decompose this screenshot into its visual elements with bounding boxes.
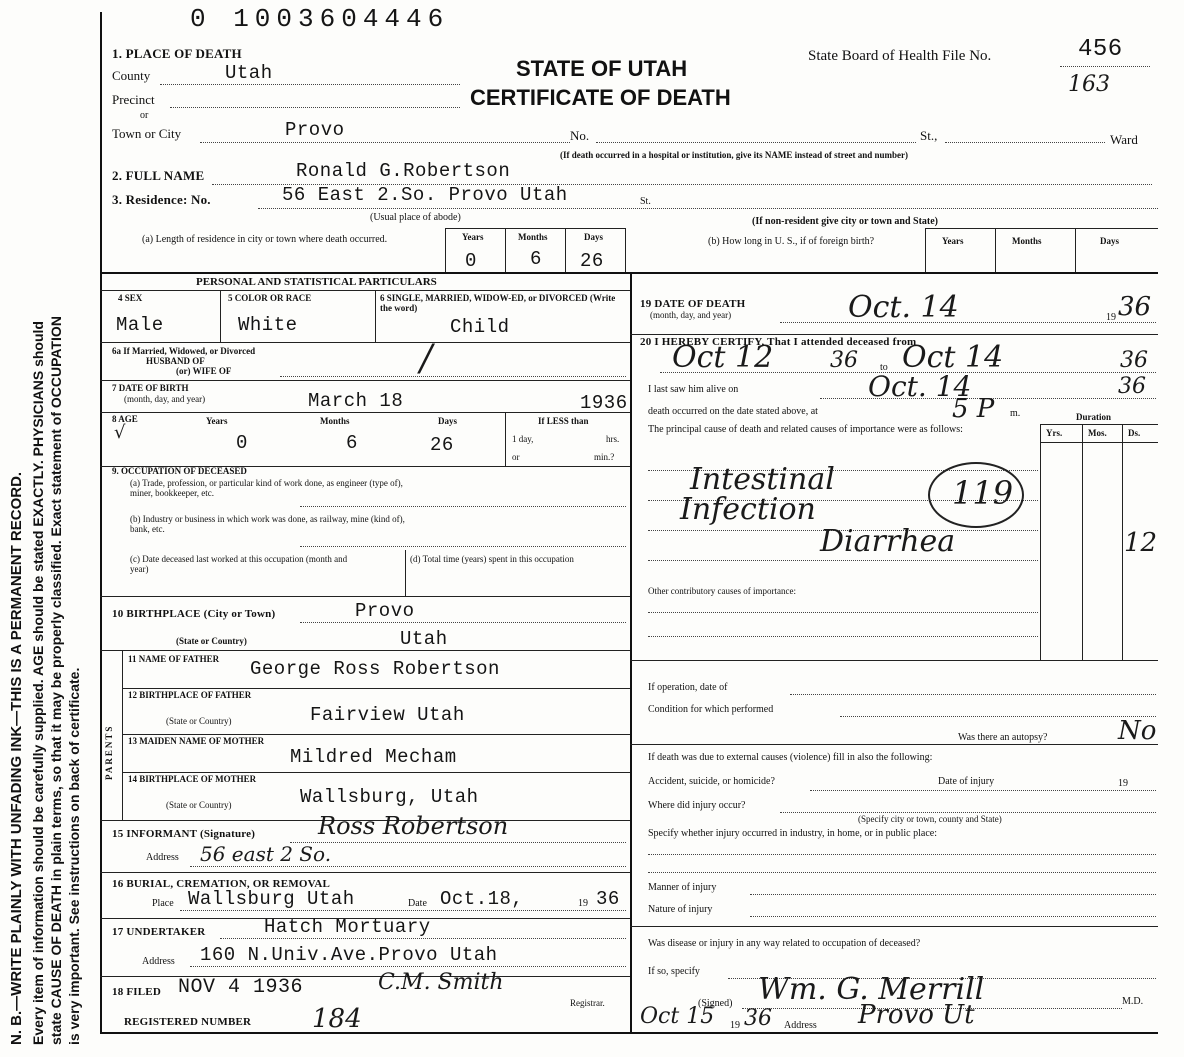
informant-signature: Ross Robertson [318,812,509,840]
external-label: If death was due to external causes (violence) fill in also the following: [648,752,933,763]
cause-2: Infection [680,492,816,527]
certify-from: Oct 12 [672,340,774,375]
sex-value: Male [116,314,164,336]
signed-address-label: Address [784,1020,817,1031]
informant-address: 56 east 2 So. [200,842,332,866]
age-check: √ [114,422,126,443]
or-label: or [140,110,149,121]
age-days-header: Days [438,416,458,426]
full-name-label: 2. FULL NAME [112,168,205,183]
nature-label: Nature of injury [648,904,713,915]
file-no-secondary: 163 [1068,72,1110,97]
spouse-value: / [420,338,433,379]
length-residence-label: (a) Length of residence in city or town where death occurred. [142,234,388,245]
margin-instruction-2: Every item of information should be carefully supplied. AGE should be stated EXACTLY. PHYSICIANS should [30,321,46,1045]
cause-1: Intestinal [690,462,835,497]
residence-st: St. [640,196,651,207]
county-label: County [112,68,151,83]
injury-where-note: (Specify city or town, county and State) [858,814,1002,824]
occupation-c: (c) Date deceased last worked at this occupation (month and year) [130,554,348,574]
res-days: 26 [580,250,604,272]
st-label: St., [920,128,938,143]
father-birthplace-sub: (State or Country) [166,716,232,726]
town-value: Provo [285,119,345,141]
father-birthplace-label: 12 BIRTHPLACE OF FATHER [128,690,252,700]
certify-to-year: 36 [1120,348,1148,373]
age-months-header: Months [320,416,350,426]
certify-to-label: to [880,362,888,373]
spouse-label-3: (or) WIFE OF [176,366,232,376]
res-days-header: Days [584,232,604,242]
res-years-header: Years [462,232,484,242]
bottom-border [100,1032,1158,1034]
ward-label: Ward [1110,132,1138,147]
signed-label: (Signed) [698,998,733,1009]
if-so-label: If so, specify [648,966,700,977]
filed-label: 18 FILED [112,986,161,998]
birth-label: 7 DATE OF BIRTH [112,383,189,393]
mother-value: Mildred Mecham [290,746,457,768]
us-months-header: Months [1012,236,1042,246]
undertaker-address-label: Address [142,956,175,967]
last-saw-year: 36 [1118,374,1146,399]
occupation-d: (d) Total time (years) spent in this occupation [410,554,574,564]
nonresident-note: (If non-resident give city or town and State) [752,216,939,227]
burial-year: 36 [596,888,620,910]
death-date-year: 36 [1118,292,1152,322]
age-hrs-label: hrs. [606,434,620,444]
injury-year-prefix: 19 [1118,778,1128,789]
injury-where-label: Where did injury occur? [648,800,746,811]
operation-label: If operation, date of [648,682,728,693]
occupation-a: (a) Trade, profession, or particular kind of work done, as engineer (type of), miner, bookkeeper, etc. [130,478,403,498]
duration-label: Duration [1076,412,1112,422]
birth-value: March 18 [308,390,404,412]
age-min-label: min.? [594,452,615,462]
registrar-signature: C.M. Smith [378,970,504,995]
us-days-header: Days [1100,236,1120,246]
duration-ds: Ds. [1128,428,1141,438]
informant-address-label: Address [146,852,179,863]
duration-mos: Mos. [1088,428,1107,438]
county-value: Utah [225,62,273,84]
manner-label: Manner of injury [648,882,717,893]
color-value: White [238,314,298,336]
other-causes-label: Other contributory causes of importance: [648,586,796,596]
md-label: M.D. [1122,996,1144,1007]
certify-from-year: 36 [830,348,858,373]
age-days: 26 [430,434,454,456]
birth-sub: (month, day, and year) [124,394,206,404]
cause-code: 119 [952,474,1014,512]
parents-label: PARENTS [104,724,114,780]
precinct-label: Precinct [112,92,155,107]
cause-3: Diarrhea [820,524,956,559]
registered-label: REGISTERED NUMBER [124,1016,252,1028]
last-saw-value: Oct. 14 [868,370,972,403]
file-no-label: State Board of Health File No. [808,48,992,64]
physician-signature: Wm. G. Merrill [758,972,985,1007]
hospital-note: (If death occurred in a hospital or institution, give its NAME instead of street and number) [560,150,909,160]
duration-days-value: 12 [1124,528,1158,558]
serial-number: 0 1003604446 [190,4,450,34]
accident-label: Accident, suicide, or homicide? [648,776,775,787]
occupation-b: (b) Industry or business in which work was done, as railway, mine (kind of), bank, etc. [130,514,405,534]
left-border [100,12,102,1032]
death-time: 5 P [952,394,995,424]
father-label: 11 NAME OF FATHER [128,654,220,664]
death-date-label: 19 DATE OF DEATH [640,298,746,310]
burial-place-label: Place [152,898,174,909]
place-of-death-label: 1. PLACE OF DEATH [112,46,242,61]
registered-value: 184 [312,1004,362,1034]
injury-specify-label: Specify whether injury occurred in industry, in home, or in public place: [648,828,937,839]
certify-to: Oct 14 [902,340,1004,375]
birthplace-label: 10 BIRTHPLACE (City or Town) [112,608,276,620]
duration-yrs: Yrs. [1046,428,1063,438]
marital-label: 6 SINGLE, MARRIED, WIDOW-ED, or DIVORCED (Write the word) [380,293,616,313]
usual-abode-note: (Usual place of abode) [370,212,461,223]
filed-value: NOV 4 1936 [178,976,304,999]
operation-condition-label: Condition for which performed [648,704,774,715]
marital-value: Child [450,316,510,338]
margin-instruction-4: is very important. See instructions on back of certificate. [66,667,82,1045]
residence-value: 56 East 2.So. Provo Utah [282,184,568,206]
age-years-header: Years [206,416,228,426]
spouse-label-1: 6a If Married, Widowed, or Divorced [112,346,256,356]
birthplace-city: Provo [355,600,415,622]
personal-header: PERSONAL AND STATISTICAL PARTICULARS [196,276,437,288]
occupation-label: 9. OCCUPATION OF DECEASED [112,466,247,476]
age-less-label: If LESS than [538,416,589,426]
undertaker-label: 17 UNDERTAKER [112,926,206,938]
margin-instruction-3: state CAUSE OF DEATH in plain terms, so that it may be properly classified. Exact statement of OCCUPATION [48,316,64,1045]
age-months: 6 [346,432,358,454]
age-or-label: or [512,452,520,462]
mother-birthplace-value: Wallsburg, Utah [300,786,479,808]
age-label: 8 AGE [112,414,138,424]
birth-year: 1936 [580,392,628,414]
margin-instruction-1: N. B.—WRITE PLAINLY WITH UNFADING INK—THIS IS A PERMANENT RECORD. [8,471,25,1045]
signed-date: Oct 15 [640,1004,715,1029]
res-months-header: Months [518,232,548,242]
autopsy-value: No [1118,716,1157,746]
informant-label: 15 INFORMANT (Signature) [112,828,256,840]
full-name-value: Ronald G.Robertson [296,160,511,182]
res-months: 6 [530,248,542,270]
principal-cause-label: The principal cause of death and related causes of importance were as follows: [648,424,963,435]
burial-date: Oct.18, [440,888,524,910]
burial-label: 16 BURIAL, CREMATION, OR REMOVAL [112,878,331,890]
death-date-value: Oct. 14 [848,290,959,325]
res-years: 0 [465,250,477,272]
undertaker-address: 160 N.Univ.Ave.Provo Utah [200,944,498,966]
sex-label: 4 SEX [118,293,143,303]
mother-birthplace-sub: (State or Country) [166,800,232,810]
signed-year-prefix: 19 [730,1020,740,1031]
undertaker-value: Hatch Mortuary [264,916,431,938]
father-value: George Ross Robertson [250,658,500,680]
death-date-sub: (month, day, and year) [650,310,732,320]
burial-year-prefix: 19 [578,898,588,909]
death-time-m: m. [1010,408,1021,419]
last-saw-label: I last saw him alive on [648,384,739,395]
father-birthplace-value: Fairview Utah [310,704,465,726]
state-title: STATE OF UTAH [516,56,688,81]
town-label: Town or City [112,126,182,141]
burial-date-label: Date [408,898,427,909]
certify-label: 20 I HEREBY CERTIFY, That I attended deceased from [640,336,917,348]
signed-address: Provo Ut [858,1000,975,1030]
injury-date-label: Date of injury [938,776,995,787]
birthplace-state: Utah [400,628,448,650]
us-years-header: Years [942,236,964,246]
autopsy-label: Was there an autopsy? [958,732,1048,743]
file-no: 456 [1078,36,1123,63]
death-occurred-label: death occurred on the date stated above, at [648,406,818,417]
registrar-label: Registrar. [570,998,605,1008]
age-years: 0 [236,432,248,454]
death-date-year-prefix: 19 [1106,312,1116,323]
section-divider [100,272,1158,274]
residence-label: 3. Residence: No. [112,192,211,207]
mother-birthplace-label: 14 BIRTHPLACE OF MOTHER [128,774,257,784]
birthplace-state-label: (State or Country) [176,636,247,646]
occupation-related-label: Was disease or injury in any way related to occupation of deceased? [648,938,921,949]
certificate-title: CERTIFICATE OF DEATH [470,85,731,110]
signed-year: 36 [744,1006,772,1031]
center-divider [630,272,632,1034]
no-label: No. [570,128,590,143]
color-label: 5 COLOR OR RACE [228,293,312,303]
mother-label: 13 MAIDEN NAME OF MOTHER [128,736,265,746]
us-length-label: (b) How long in U. S., if of foreign birth? [708,236,875,247]
age-day-label: 1 day, [512,434,534,444]
spouse-label-2: HUSBAND OF [146,356,205,366]
burial-place: Wallsburg Utah [188,888,355,910]
